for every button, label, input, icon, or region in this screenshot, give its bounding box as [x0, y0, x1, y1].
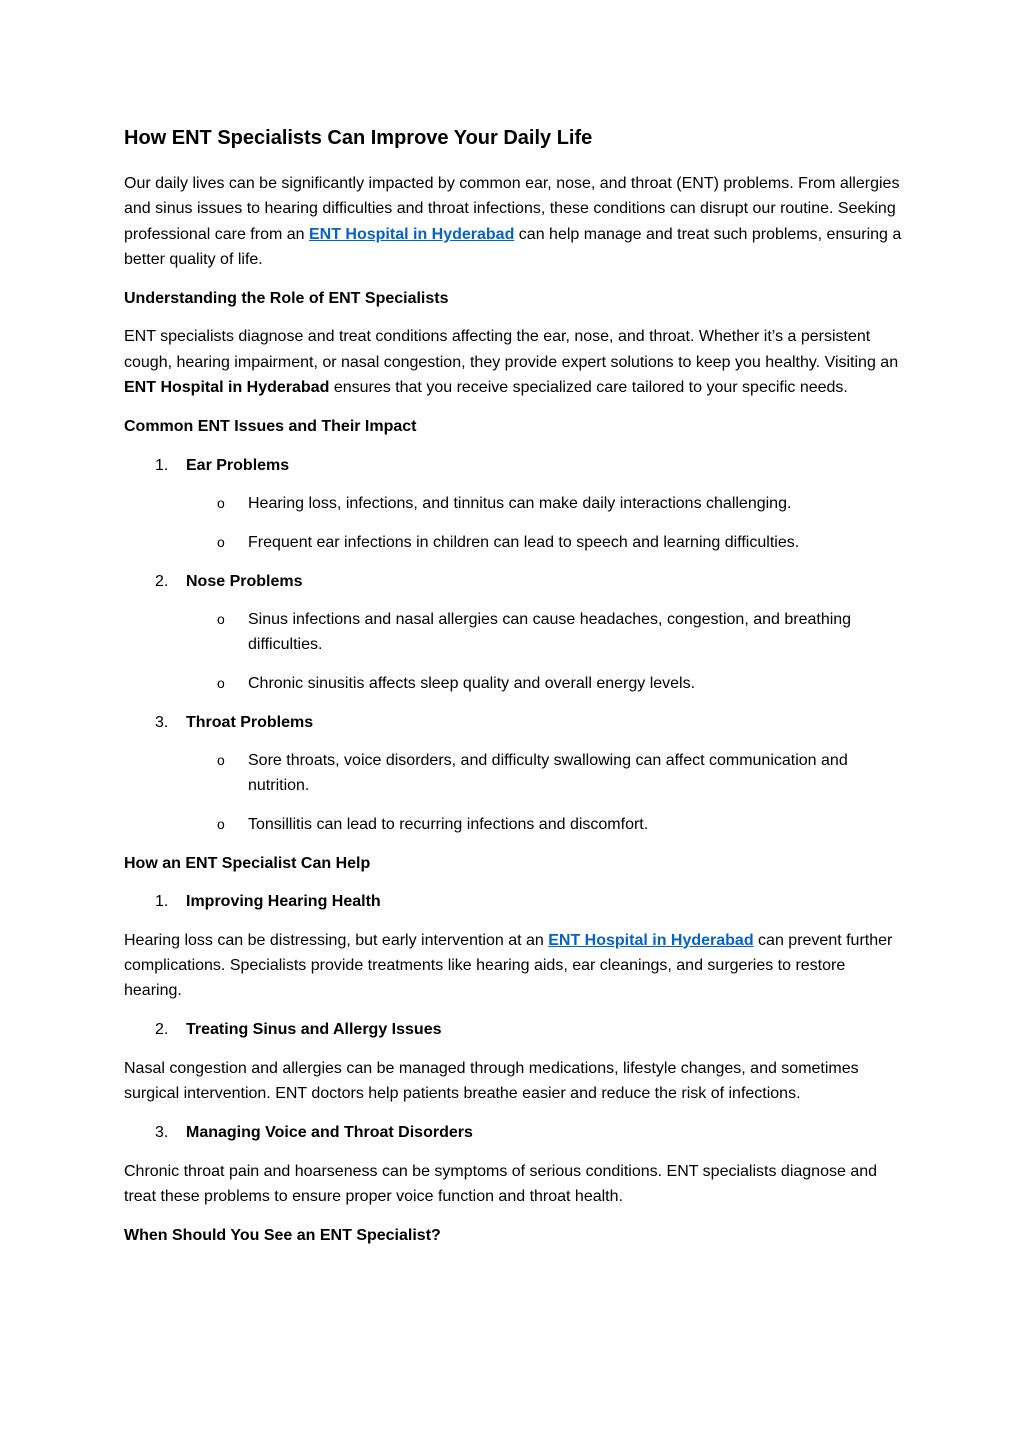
- list-number: 3.: [155, 713, 169, 731]
- help-item-hearing: [124, 889, 904, 914]
- issues-heading: Common ENT Issues and Their Impact: [124, 418, 417, 436]
- help-hearing-before: Hearing loss can be distressing, but early intervention at an: [124, 931, 549, 949]
- bullet-marker: o: [217, 610, 225, 627]
- bullet-marker: o: [217, 752, 225, 769]
- issue-subitem: [124, 812, 904, 837]
- bullet-marker: o: [217, 816, 225, 833]
- help-list-3: [124, 1120, 904, 1145]
- intro-paragraph: [124, 171, 904, 272]
- issue-subitem: [124, 748, 904, 799]
- list-number: 1.: [155, 456, 169, 474]
- role-paragraph: [124, 324, 904, 400]
- ent-hospital-link-2[interactable]: ENT Hospital in Hyderabad: [548, 931, 754, 949]
- issue-label: Ear Problems: [186, 456, 290, 474]
- issue-subitem-text: Frequent ear infections in children can lead to speech and learning difficulties.: [248, 533, 800, 551]
- role-text-after: ensures that you receive specialized care tailored to your specific needs.: [329, 379, 848, 397]
- ent-hospital-link[interactable]: ENT Hospital in Hyderabad: [308, 225, 515, 243]
- issue-label: Throat Problems: [186, 713, 314, 731]
- document-content: [124, 124, 904, 1262]
- issue-subitem: [124, 671, 904, 696]
- issue-item-nose: [124, 569, 904, 594]
- help-item-sinus: [124, 1017, 904, 1042]
- when-heading: When Should You See an ENT Specialist?: [124, 1227, 441, 1245]
- help-label: Treating Sinus and Allergy Issues: [186, 1021, 442, 1039]
- help-list-1: [124, 889, 904, 914]
- issue-subitem: [124, 491, 904, 516]
- help-list-2: [124, 1017, 904, 1042]
- role-bold-text: ENT Hospital in Hyderabad: [124, 379, 330, 397]
- list-number: 3.: [155, 1124, 169, 1142]
- help-item-voice: [124, 1120, 904, 1145]
- help-hearing-paragraph: [124, 928, 904, 1004]
- issue-label: Nose Problems: [186, 572, 303, 590]
- page-title: How ENT Specialists Can Improve Your Daily Life: [124, 127, 593, 149]
- issues-list: [124, 453, 904, 838]
- role-text-before: ENT specialists diagnose and treat conditions affecting the ear, nose, and throat. Whether it’s a persistent cough, hearing impairment, or nasal congestion, they provide expert solutions to keep you healthy. Visiting an: [124, 328, 899, 371]
- bullet-marker: o: [217, 533, 225, 550]
- issue-subitem-text: Sinus infections and nasal allergies can cause headaches, congestion, and breathing difficulties.: [248, 610, 852, 654]
- list-number: 2.: [155, 1021, 169, 1039]
- issue-item-throat: [124, 710, 904, 735]
- issue-subitem: [124, 607, 904, 658]
- bullet-marker: o: [217, 494, 225, 511]
- help-voice-paragraph: Chronic throat pain and hoarseness can be symptoms of serious conditions. ENT specialists diagnose and treat these problems to ensure proper voice function and throat health.: [124, 1162, 878, 1205]
- role-heading: Understanding the Role of ENT Specialists: [124, 290, 449, 308]
- intro-text-before: Our daily lives can be significantly impacted by common ear, nose, and throat (ENT) problems. From allergies and sinus issues to hearing difficulties and throat infections, these conditions can disrupt our routine. Seeking professional care from an: [124, 175, 900, 243]
- help-hearing-after: can prevent further complications. Specialists provide treatments like hearing aids, ear cleanings, and surgeries to restore hearing.: [124, 931, 893, 1000]
- issue-subitem: [124, 530, 904, 555]
- intro-text-after: can help manage and treat such problems, ensuring a better quality of life.: [124, 225, 902, 268]
- list-number: 2.: [155, 572, 169, 590]
- bullet-marker: o: [217, 674, 225, 691]
- issue-subitem-text: Chronic sinusitis affects sleep quality and overall energy levels.: [248, 674, 696, 692]
- help-heading: How an ENT Specialist Can Help: [124, 854, 371, 872]
- help-label: Managing Voice and Throat Disorders: [186, 1124, 473, 1142]
- issue-subitem-text: Tonsillitis can lead to recurring infections and discomfort.: [248, 816, 649, 834]
- list-number: 1.: [155, 893, 169, 911]
- issue-subitem-text: Hearing loss, infections, and tinnitus can make daily interactions challenging.: [248, 494, 792, 512]
- issue-subitem-text: Sore throats, voice disorders, and difficulty swallowing can affect communication and nutrition.: [248, 752, 848, 795]
- help-sinus-paragraph: Nasal congestion and allergies can be managed through medications, lifestyle changes, and sometimes surgical intervention. ENT doctors help patients breathe easier and reduce the risk of infections.: [124, 1059, 859, 1103]
- help-label: Improving Hearing Health: [186, 893, 381, 911]
- issue-item-ear: [124, 453, 904, 478]
